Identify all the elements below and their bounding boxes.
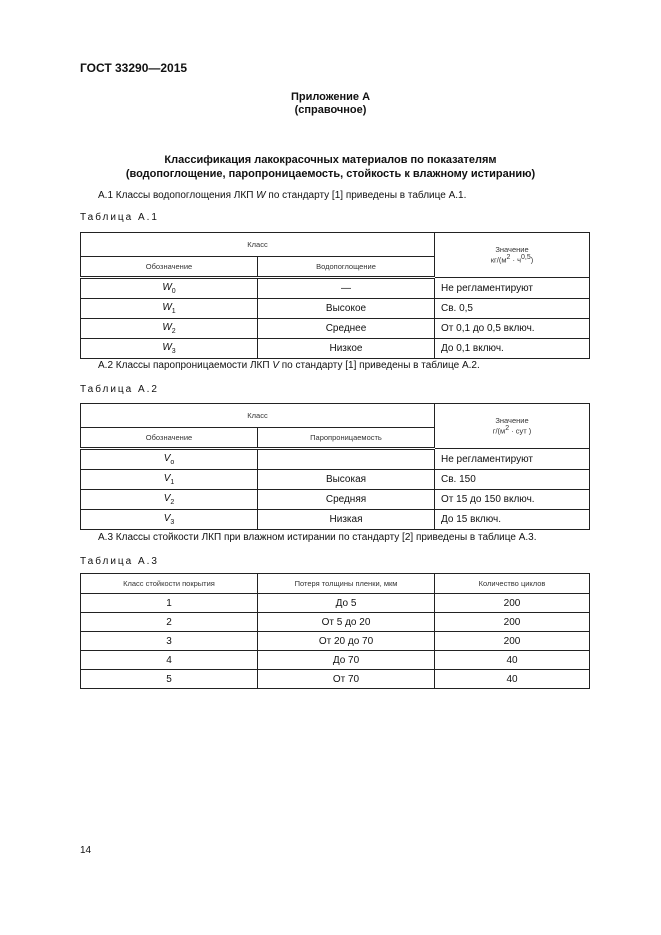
designation-cell: $W_3$ xyxy=(81,339,258,359)
designation-cell: $W_2$ xyxy=(81,319,258,339)
paragraph-a3: А.3 Классы стойкости ЛКП при влажном истирании по стандарту [2] приведены в таблице А.3. xyxy=(98,532,537,543)
cell: 200 xyxy=(435,613,590,632)
page-number: 14 xyxy=(80,845,92,856)
designation-cell: $W_0$ xyxy=(81,278,258,299)
header-designation: Обозначение xyxy=(81,428,258,449)
header-cycles: Количество циклов xyxy=(435,574,590,594)
cell: От 20 до 70 xyxy=(258,632,435,651)
header-value: Значение $кг/(м^2 \cdot ч^{0,5})$ xyxy=(435,233,590,278)
value-cell: От 15 до 150 включ. xyxy=(435,490,590,510)
cell: 4 xyxy=(81,651,258,670)
paragraph-a1: А.1 Классы водопоглощения ЛКП W по стандарту [1] приведены в таблице А.1. xyxy=(98,190,467,201)
table-a2 xyxy=(80,403,590,530)
header-permeability: Паропроницаемость xyxy=(258,428,435,449)
table-row xyxy=(81,632,590,651)
table-row xyxy=(81,490,590,510)
section-title-line1: Классификация лакокрасочных материалов по показателям xyxy=(164,154,497,166)
table-a3 xyxy=(80,573,590,689)
cell: 40 xyxy=(435,670,590,689)
cell: 200 xyxy=(435,594,590,613)
table-a1-label: Таблица А.1 xyxy=(80,212,159,223)
designation-cell: $W_1$ xyxy=(81,299,258,319)
table-a2-label: Таблица А.2 xyxy=(80,384,159,395)
table-a3-label: Таблица А.3 xyxy=(80,556,159,567)
table-row xyxy=(81,278,590,299)
table-row xyxy=(81,510,590,530)
value-cell: Не регламентируют xyxy=(435,449,590,470)
header-class: Класс xyxy=(81,404,435,428)
table-row xyxy=(81,651,590,670)
level-cell: Низкая xyxy=(258,510,435,530)
designation-cell: $V_2$ xyxy=(81,490,258,510)
level-cell: Высокое xyxy=(258,299,435,319)
cell: 2 xyxy=(81,613,258,632)
cell: 40 xyxy=(435,651,590,670)
value-cell: Св. 0,5 xyxy=(435,299,590,319)
table-row xyxy=(81,613,590,632)
cell: До 5 xyxy=(258,594,435,613)
level-cell: Средняя xyxy=(258,490,435,510)
cell: 1 xyxy=(81,594,258,613)
appendix-title: Приложение А xyxy=(290,91,371,103)
level-cell: Среднее xyxy=(258,319,435,339)
section-title-line2: (водопоглощение, паропроницаемость, стойкость к влажному истиранию) xyxy=(125,168,536,180)
header-class: Класс xyxy=(81,233,435,257)
header-absorption: Водопоглощение xyxy=(258,257,435,278)
value-cell: Св. 150 xyxy=(435,470,590,490)
value-cell: От 0,1 до 0,5 включ. xyxy=(435,319,590,339)
designation-cell: $V_1$ xyxy=(81,470,258,490)
cell: От 5 до 20 xyxy=(258,613,435,632)
designation-cell: $V_3$ xyxy=(81,510,258,530)
value-cell: До 0,1 включ. xyxy=(435,339,590,359)
cell: 5 xyxy=(81,670,258,689)
table-row xyxy=(81,299,590,319)
table-row xyxy=(81,449,590,470)
cell: До 70 xyxy=(258,651,435,670)
table-row xyxy=(81,470,590,490)
table-a1 xyxy=(80,232,590,359)
paragraph-a2: А.2 Классы паропроницаемости ЛКП V по стандарту [1] приведены в таблице А.2. xyxy=(98,360,480,371)
level-cell: — xyxy=(258,278,435,299)
cell: От 70 xyxy=(258,670,435,689)
table-row xyxy=(81,339,590,359)
table-row xyxy=(81,670,590,689)
table-row xyxy=(81,594,590,613)
document-header: ГОСТ 33290—2015 xyxy=(80,61,188,75)
level-cell xyxy=(258,449,435,470)
appendix-note: (справочное) xyxy=(294,104,367,116)
table-row xyxy=(81,319,590,339)
header-resistance-class: Класс стойкости покрытия xyxy=(81,574,258,594)
value-cell: Не регламентируют xyxy=(435,278,590,299)
level-cell: Низкое xyxy=(258,339,435,359)
level-cell: Высокая xyxy=(258,470,435,490)
header-thickness-loss: Потеря толщины пленки, мкм xyxy=(258,574,435,594)
header-designation: Обозначение xyxy=(81,257,258,278)
cell: 200 xyxy=(435,632,590,651)
value-cell: До 15 включ. xyxy=(435,510,590,530)
cell: 3 xyxy=(81,632,258,651)
header-value: Значение $г/(м^2$ · сут ) xyxy=(435,404,590,449)
designation-cell: $V_o$ xyxy=(81,449,258,470)
